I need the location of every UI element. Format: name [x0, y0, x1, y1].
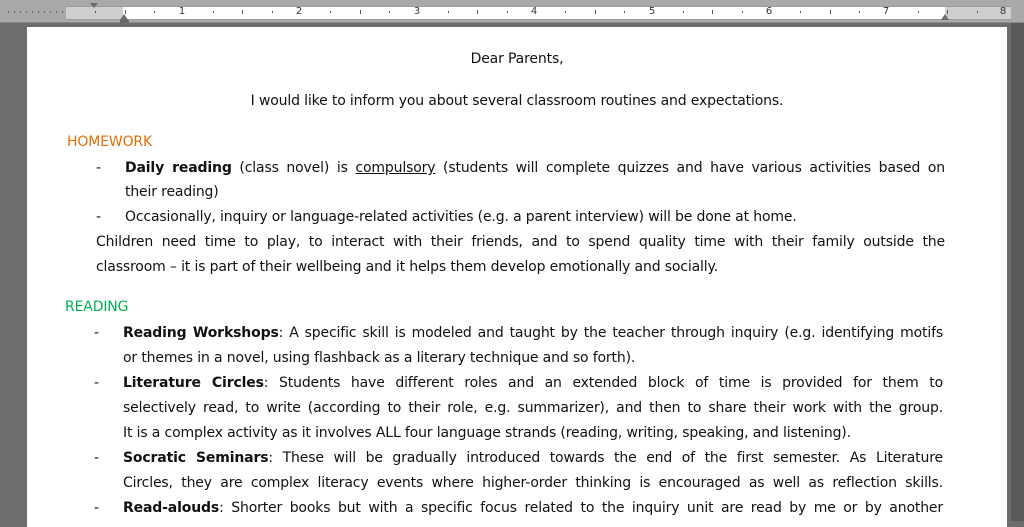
ruler-tick: [624, 11, 625, 13]
left-indent-marker[interactable]: [120, 20, 129, 23]
text-run: : These will be gradually introduced towards the end of the first semester. As Literature: [268, 450, 943, 466]
greeting: Dear Parents,: [470, 51, 564, 67]
bold-term: Literature Circles: [123, 375, 264, 391]
text-run: : A specific skill is modeled and taught by the teacher through inquiry (e.g. identifying motifs: [278, 325, 943, 341]
reading-item-circles-cont: selectively read, to write (according to their role, e.g. summarizer), and then to share their work with the group.: [123, 400, 943, 416]
bullet-dash: -: [96, 160, 101, 176]
reading-item-seminars-cont: Circles, they are complex literacy events where higher-order thinking is encouraged as well as reflection skills.: [123, 475, 943, 491]
homework-item-daily-reading: [125, 160, 945, 176]
ruler-number: 4: [530, 6, 538, 17]
ruler-tick: [389, 11, 390, 13]
reading-item-readalouds: [123, 500, 943, 516]
ruler-number: 6: [765, 6, 773, 17]
ruler-number: 1: [178, 6, 186, 17]
bullet-dash: -: [94, 325, 99, 341]
homework-paragraph-line: classroom – it is part of their wellbeing and it helps them develop emotionally and socially.: [96, 259, 718, 275]
first-line-indent-marker[interactable]: [90, 3, 98, 8]
text-run: : Students have different roles and an extended block of time is provided for them to: [263, 375, 943, 391]
ruler-tick: [154, 11, 155, 13]
text-run: : Shorter books but with a specific focus related to the inquiry unit are read by me or by another: [219, 500, 943, 516]
ruler-tick: [242, 10, 243, 14]
bullet-dash: -: [94, 500, 99, 516]
text-run: (students will complete quizzes and have various activities based on: [435, 160, 945, 176]
bold-term: Daily reading: [125, 160, 232, 176]
document-page[interactable]: [27, 27, 1007, 527]
ruler-tick: [448, 11, 449, 13]
bullet-dash: -: [94, 450, 99, 466]
ruler-tick: [565, 11, 566, 13]
homework-paragraph-line: Children need time to play, to interact with their friends, and to spend quality time with their family outside the: [96, 234, 945, 250]
ruler-tick: [800, 11, 801, 13]
bold-term: Read-alouds: [123, 500, 220, 516]
ruler-tick: [595, 10, 596, 14]
ruler-tick: [330, 11, 331, 13]
bold-term: Reading Workshops: [123, 325, 279, 341]
ruler-tick: [125, 10, 126, 14]
reading-item-circles-cont: It is a complex activity as it involves ALL four language strands (reading, writing, speaking, and listening).: [123, 425, 851, 441]
ruler-number: 2: [295, 6, 303, 17]
reading-item-seminars: [123, 450, 943, 466]
ruler-number: 3: [413, 6, 421, 17]
reading-item-circles: [123, 375, 943, 391]
reading-item-workshops-cont: or themes in a novel, using flashback as a literary technique and so forth).: [123, 350, 636, 366]
homework-item-daily-reading-cont: their reading): [125, 184, 219, 200]
ruler-number: 7: [882, 6, 890, 17]
right-indent-marker[interactable]: [941, 14, 949, 20]
ruler-tick: [742, 11, 743, 13]
vertical-scrollbar[interactable]: [1011, 23, 1024, 521]
ruler-tick: [947, 10, 948, 14]
ruler-number: 5: [648, 6, 656, 17]
underlined-term: compulsory: [355, 160, 436, 176]
bullet-dash: -: [96, 209, 101, 225]
homework-heading: HOMEWORK: [67, 134, 153, 150]
ruler-tick: [360, 10, 361, 14]
ruler-tick: [977, 11, 978, 13]
ruler-number: 8: [999, 6, 1007, 17]
reading-item-workshops: [123, 325, 943, 341]
ruler-tick: [859, 11, 860, 13]
bullet-dash: -: [94, 375, 99, 391]
ruler-tick: [477, 10, 478, 14]
text-run: (class novel) is: [231, 160, 356, 176]
ruler-tick: [213, 11, 214, 13]
ruler-tick: [712, 10, 713, 14]
ruler-tick: [830, 10, 831, 14]
bold-term: Socratic Seminars: [123, 450, 269, 466]
ruler-tick: [272, 11, 273, 13]
ruler-left-margin: [66, 6, 123, 20]
homework-item-occasional: Occasionally, inquiry or language-related activities (e.g. a parent interview) will be done at home.: [125, 209, 797, 225]
intro-paragraph: I would like to inform you about several classroom routines and expectations.: [250, 93, 784, 109]
horizontal-ruler[interactable]: [0, 0, 1024, 23]
ruler-tick: [918, 11, 919, 13]
reading-heading: READING: [65, 299, 129, 315]
ruler-tick: [95, 11, 96, 13]
ruler-tick: [507, 11, 508, 13]
ruler-dots: [8, 11, 66, 13]
ruler-tick: [683, 11, 684, 13]
